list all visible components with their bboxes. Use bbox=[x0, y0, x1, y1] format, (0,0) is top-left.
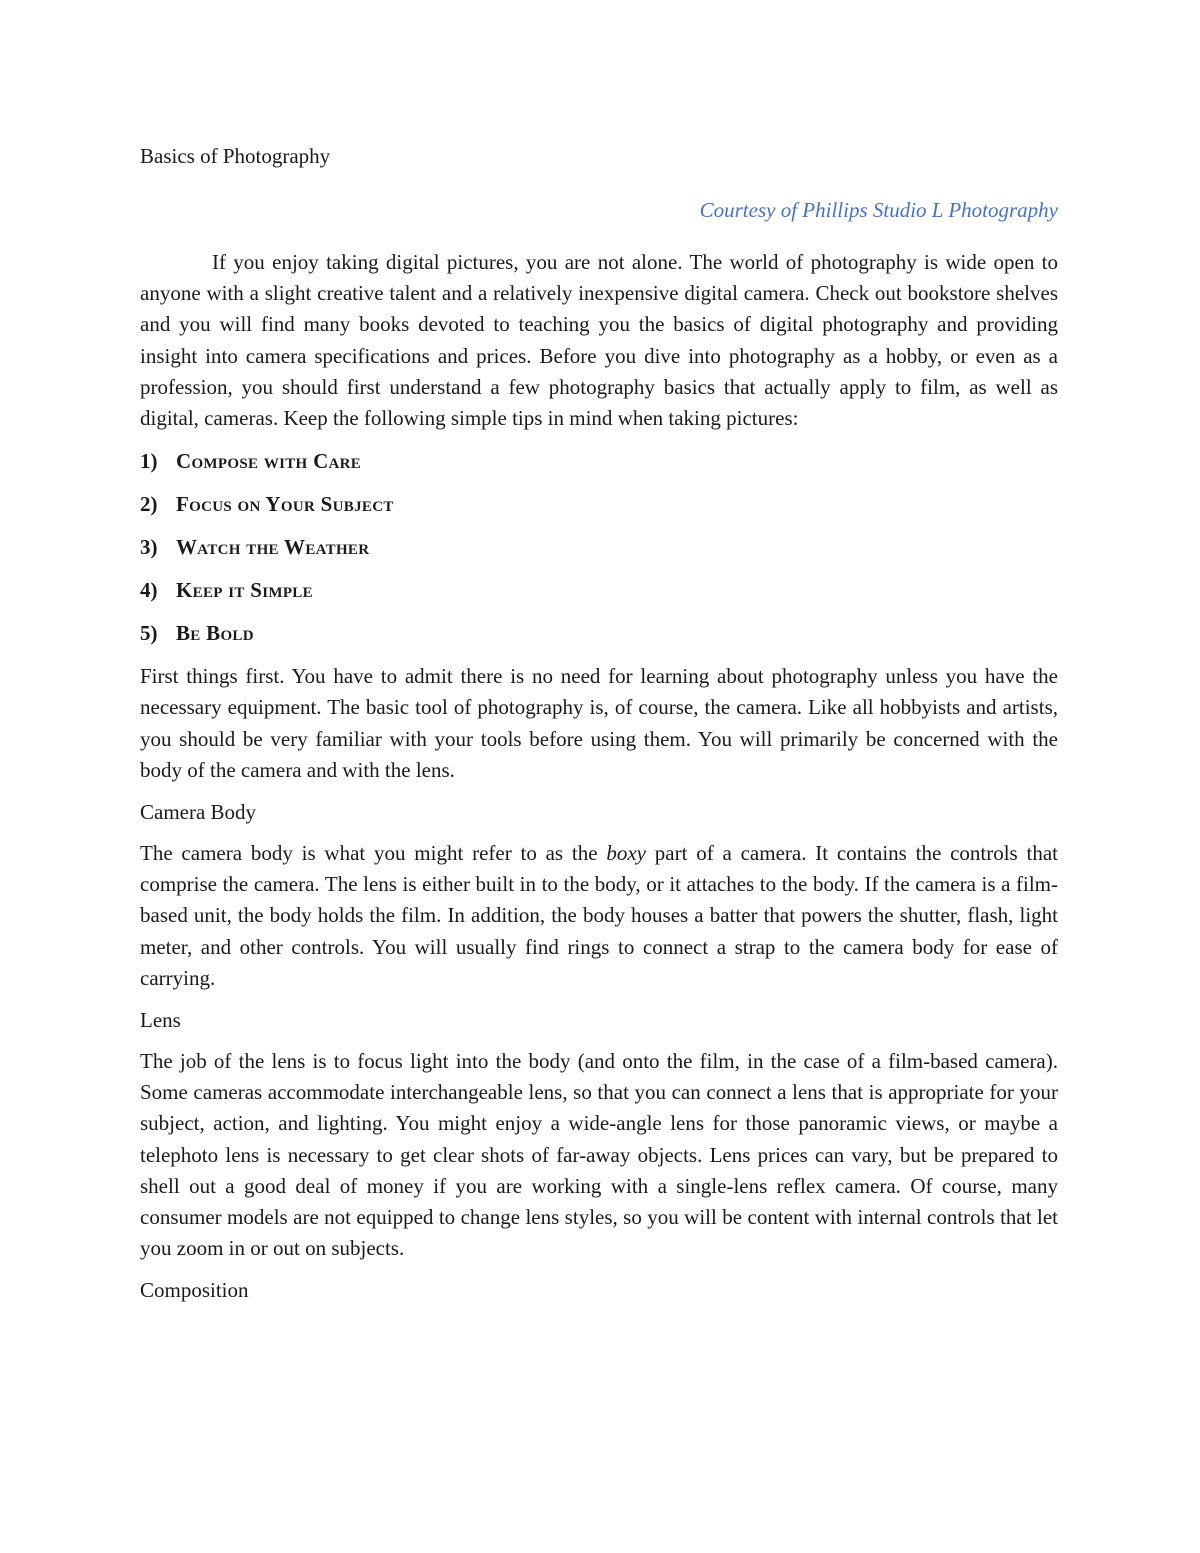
list-item bbox=[140, 446, 1058, 477]
tip-number: 2) bbox=[140, 492, 158, 517]
list-item bbox=[140, 575, 1058, 606]
list-item bbox=[140, 489, 1058, 520]
section-heading-composition: Composition bbox=[140, 1278, 249, 1303]
section-heading-lens: Lens bbox=[140, 1008, 181, 1033]
list-item bbox=[140, 618, 1058, 649]
courtesy-line: Courtesy of Phillips Studio L Photography bbox=[699, 198, 1058, 222]
camera-body-emphasis: boxy bbox=[606, 841, 646, 866]
tip-number: 5) bbox=[140, 621, 158, 646]
lens-paragraph: The job of the lens is to focus light into the body (and onto the film, in the case of a film-based camera). Some cameras accommodate interchangeable lens, so that you can connect a lens that is appropriate for your subject, action, and lighting. You might enjoy a wide-angle lens for those panoramic views, or maybe a telephoto lens is necessary to get clear shots of far-away objects. Lens prices can vary, but be prepared to shell out a good deal of money if you are working with a single-lens reflex camera. Of course, many consumer models are not equipped to change lens styles, so you will be content with internal controls that let you zoom in or out on subjects. bbox=[140, 1049, 1058, 1261]
first-things-paragraph: First things first. You have to admit there is no need for learning about photography unless you have the necessary equipment. The basic tool of photography is, of course, the camera. Like all hobbyists and artists, you should be very familiar with your tools before using them. You will primarily be concerned with the body of the camera and with the lens. bbox=[140, 664, 1058, 782]
tip-number: 4) bbox=[140, 578, 158, 603]
camera-body-paragraph bbox=[140, 838, 1058, 994]
tip-number: 3) bbox=[140, 535, 158, 560]
tip-label: Watch the Weather bbox=[176, 535, 370, 560]
tip-label: Keep it Simple bbox=[176, 578, 313, 603]
document-title: Basics of Photography bbox=[140, 144, 331, 168]
tip-number: 1) bbox=[140, 449, 158, 474]
section-heading-camera-body: Camera Body bbox=[140, 800, 257, 825]
tip-label: Compose with Care bbox=[176, 449, 362, 474]
tips-list bbox=[140, 446, 1058, 649]
camera-body-text-start: The camera body is what you might refer to as the bbox=[140, 841, 607, 866]
list-item bbox=[140, 532, 1058, 563]
camera-body-text-end: part of a camera. It contains the controls that comprise the camera. The lens is either built in to the body, or it attaches to the body. If the camera is a film-based unit, the body holds the film. In addition, the body houses a batter that powers the shutter, flash, light meter, and other controls. You will usually find rings to connect a strap to the camera body for ease of carrying. bbox=[140, 841, 1059, 990]
tip-label: Focus on Your Subject bbox=[176, 492, 394, 517]
document-page bbox=[140, 140, 1058, 1316]
intro-paragraph: If you enjoy taking digital pictures, you are not alone. The world of photography is wide open to anyone with a slight creative talent and a relatively inexpensive digital camera. Check out bookstore shelves and you will find many books devoted to teaching you the basics of digital photography and providing insight into camera specifications and prices. Before you dive into photography as a hobby, or even as a profession, you should first understand a few photography basics that actually apply to film, as well as digital, cameras. Keep the following simple tips in mind when taking pictures: bbox=[140, 250, 1058, 431]
tip-label: Be Bold bbox=[176, 621, 254, 646]
